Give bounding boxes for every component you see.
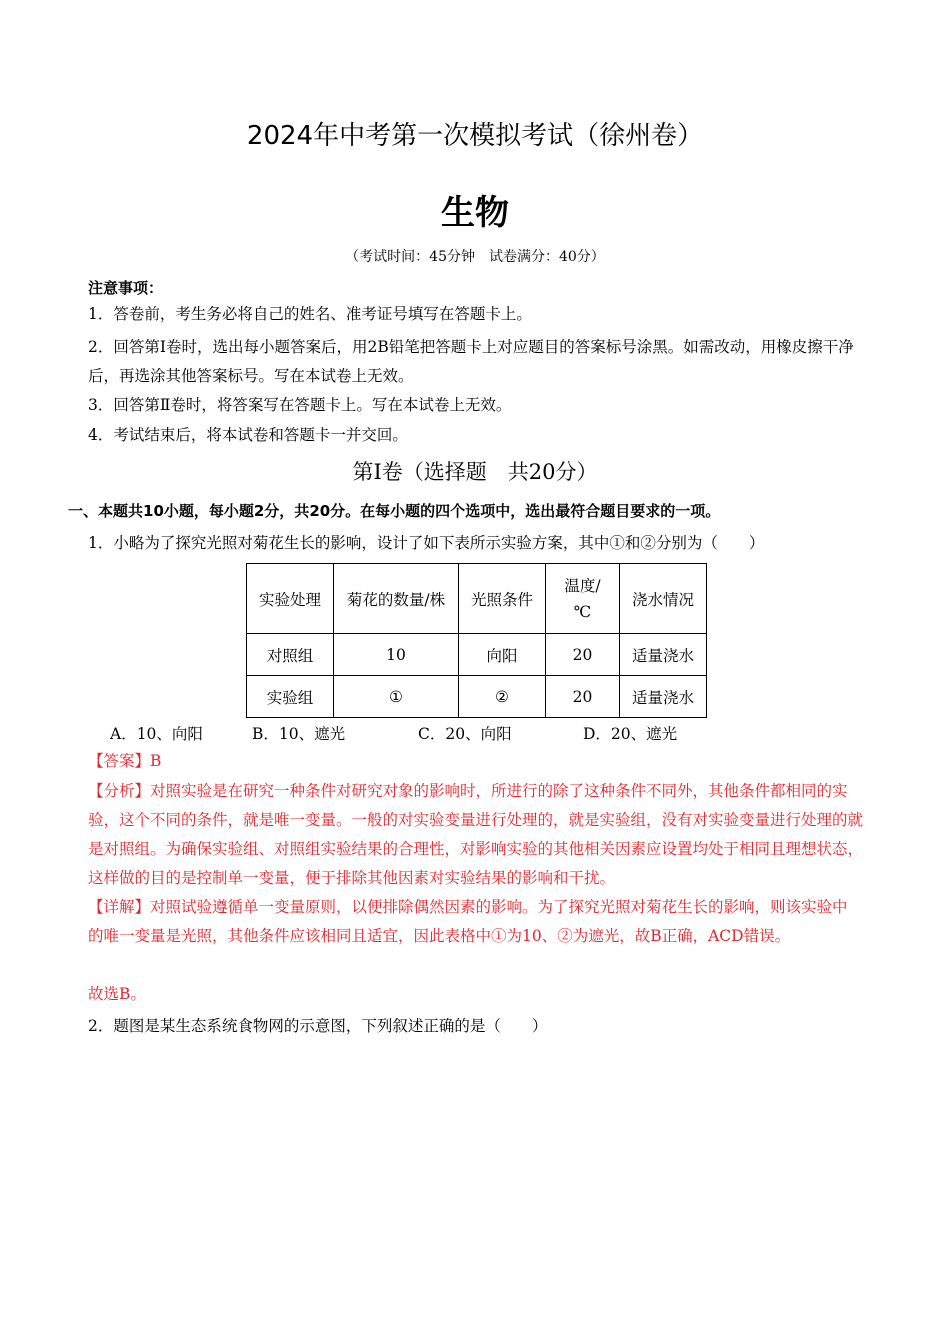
option-c: C．20、向阳	[418, 725, 512, 743]
table-cell: ②	[459, 676, 546, 718]
exam-title: 2024年中考第一次模拟考试（徐州卷）	[246, 121, 704, 151]
analysis-tag: 【分析】	[88, 782, 151, 800]
subject-title: 生物	[441, 193, 509, 233]
option-b: B．10、遮光	[252, 725, 346, 743]
option-d: D．20、遮光	[583, 725, 678, 743]
detail-tag: 【详解】	[88, 898, 151, 916]
table-cell: 适量浇水	[620, 634, 707, 676]
table-cell: 20	[546, 634, 620, 676]
experiment-table	[246, 563, 707, 718]
notice-item: 3．回答第Ⅱ卷时，将答案写在答题卡上。写在本试卷上无效。	[88, 396, 512, 414]
answer-value: B	[150, 752, 162, 770]
table-row	[247, 634, 707, 676]
notice-item: 4．考试结束后，将本试卷和答题卡一并交回。	[88, 426, 408, 444]
notice-item: 2．回答第Ⅰ卷时，选出每小题答案后，用2B铅笔把答题卡上对应题目的答案标号涂黑。如需改动，用橡皮擦干净后，再选涂其他答案标号。写在本试卷上无效。	[88, 338, 854, 385]
section-title: 第Ⅰ卷（选择题 共20分）	[352, 460, 598, 484]
table-cell: 向阳	[459, 634, 546, 676]
exam-info: （考试时间：45分钟 试卷满分：40分）	[345, 249, 605, 265]
table-row	[247, 676, 707, 718]
notice-heading: 注意事项：	[88, 279, 164, 297]
detail-text: 对照试验遵循单一变量原则，以便排除偶然因素的影响。为了探究光照对菊花生长的影响，则该实验中的唯一变量是光照，其他条件应该相同且适宜，因此表格中①为10、②为遮光，故B正确，ACD错误。	[88, 898, 848, 945]
table-header: 光照条件	[459, 564, 546, 634]
table-cell: ①	[334, 676, 459, 718]
answer-line	[88, 747, 863, 776]
table-cell: 适量浇水	[620, 676, 707, 718]
question-2-stem: 2．题图是某生态系统食物网的示意图，下列叙述正确的是（ ）	[88, 1017, 548, 1035]
table-header-line: ℃	[573, 602, 592, 621]
table-header-line: 温度/	[564, 576, 601, 595]
question-1-stem: 1．小略为了探究光照对菊花生长的影响，设计了如下表所示实验方案，其中①和②分别为（ ）	[88, 534, 765, 552]
notice-item: 1．答卷前，考生务必将自己的姓名、准考证号填写在答题卡上。	[88, 305, 532, 323]
answer-tag: 【答案】	[88, 752, 151, 770]
analysis-text: 对照实验是在研究一种条件对研究对象的影响时，所进行的除了这种条件不同外，其他条件都相同的实验，这个不同的条件，就是唯一变量。一般的对实验变量进行处理的，就是实验组，没有对实验变量进行处理的就是对照组。为确保实验组、对照组实验结果的合理性，对影响实验的其他相关因素应设置均处于相同且理想状态，这样做的目的是控制单一变量，便于排除其他因素对实验结果的影响和干扰。	[88, 782, 864, 887]
table-header: 实验处理	[247, 564, 334, 634]
table-header: 菊花的数量/株	[334, 564, 459, 634]
analysis-paragraph	[88, 777, 863, 893]
table-cell: 对照组	[247, 634, 334, 676]
table-header	[546, 564, 620, 634]
table-cell: 10	[334, 634, 459, 676]
table-cell: 实验组	[247, 676, 334, 718]
table-header: 浇水情况	[620, 564, 707, 634]
option-a: A．10、向阳	[110, 725, 203, 743]
part-instruction: 一、本题共10小题，每小题2分，共20分。在每小题的四个选项中，选出最符合题目要求的一项。	[68, 502, 721, 520]
table-cell: 20	[546, 676, 620, 718]
detail-paragraph	[88, 893, 863, 951]
conclusion: 故选B。	[88, 985, 146, 1003]
